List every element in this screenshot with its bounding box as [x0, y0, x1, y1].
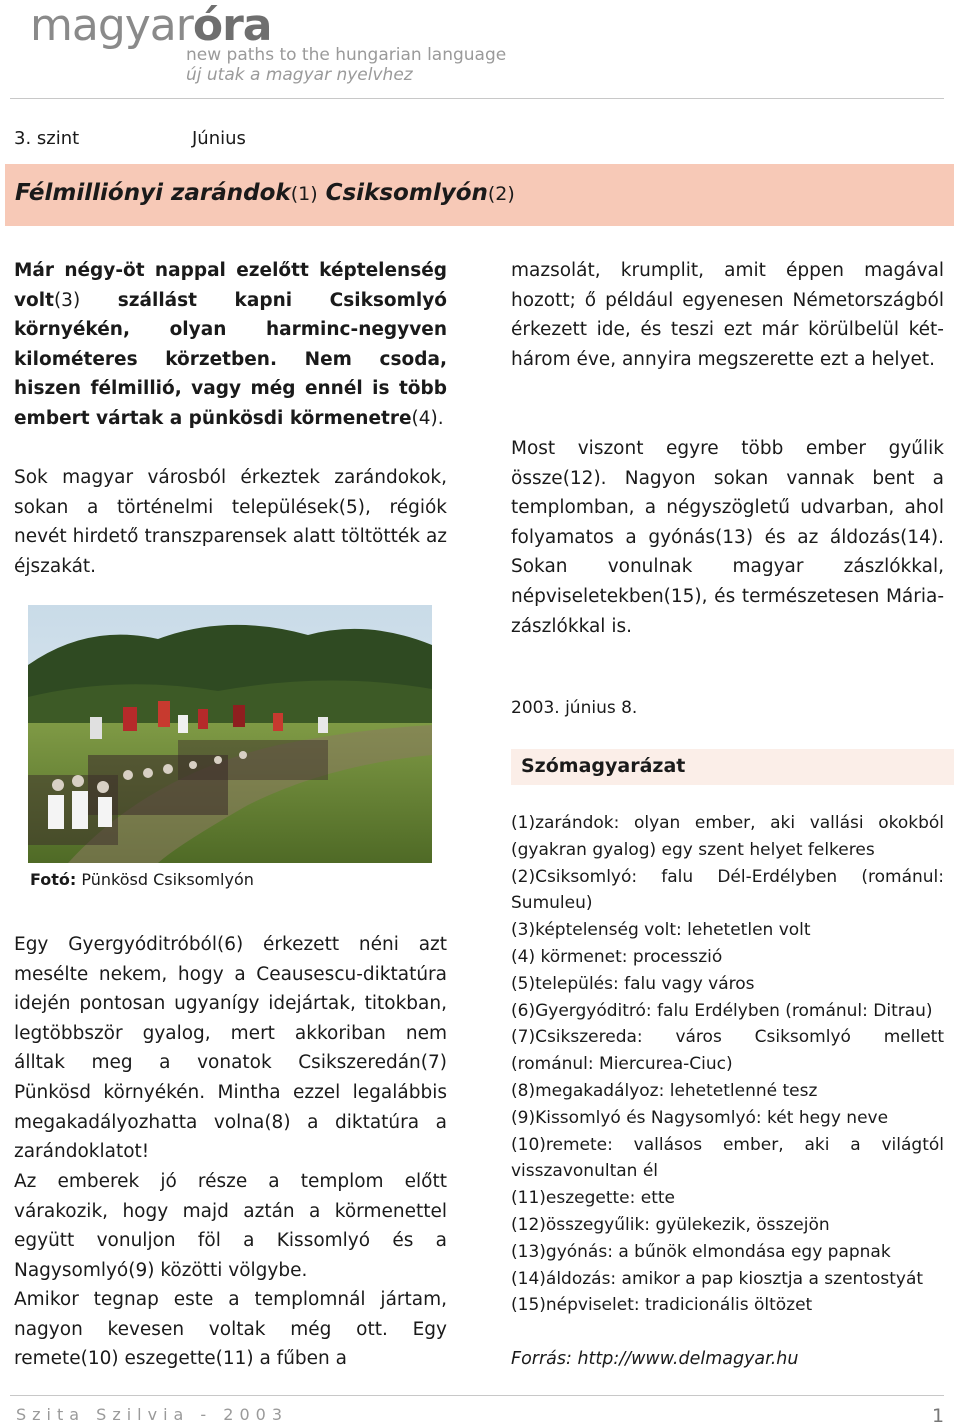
vocabulary-item: (13)gyónás: a bűnök elmondása egy papnak	[511, 1241, 891, 1262]
title-ref-1: (1)	[290, 183, 318, 205]
vocabulary-item: (1)zarándok: olyan ember, aki vallási okokból (gyakran gyalog) egy szent helyet felkeres	[511, 813, 944, 860]
vocabulary-item: (7)Csikszereda: város Csiksomlyó mellett (románul: Miercurea-Ciuc)	[511, 1027, 944, 1075]
lead-paragraph	[14, 256, 447, 434]
magyarora-logo	[30, 2, 271, 50]
vocabulary-item: (4) körmenet: processzió	[511, 946, 723, 967]
logo-tagline-en: new paths to the hungarian language	[186, 45, 507, 65]
vocabulary-item: (11)eszegette: ette	[511, 1188, 676, 1209]
logo-word-bold: óra	[192, 0, 272, 51]
vocabulary-item: (12)összegyűlik: gyülekezik, összejön	[511, 1214, 830, 1235]
caption-label: Fotó:	[30, 870, 77, 889]
vocabulary-item: (6)Gyergyóditró: falu Erdélyben (románul: Ditrau)	[511, 1000, 933, 1021]
vocabulary-item: (9)Kissomlyó és Nagysomlyó: két hegy neve	[511, 1107, 889, 1128]
title-part-1: Félmilliónyi zarándok	[15, 180, 291, 206]
vocabulary-item: (2)Csiksomlyó: falu Dél-Erdélyben (románul: Sumuleu)	[511, 866, 944, 914]
paragraph-2: Sok magyar városból érkeztek zarándokok, sokan a történelmi települések(5), régiók nevét hirdető transzparensek alatt töltötték az éjszakát.	[14, 467, 447, 577]
month-label: Június	[192, 128, 246, 149]
article-title-bar	[5, 164, 954, 226]
header-divider	[10, 98, 944, 99]
paragraph-3: Egy Gyergyóditróból(6) érkezett néni azt mesélte nekem, hogy a Ceausescu-diktatúra idején pontosan ugyanígy idejártak, titokban, legtöbbször gyalog, mert akkoriban nem álltak meg a vonatok Csikszeredán(7) Pünkösd környékén. Mintha ezzel legalábbis megakadályozhatta volna(8) a diktatúra a zarándoklatot!	[14, 934, 447, 1163]
page-number: 1	[932, 1405, 945, 1427]
logo-word-light: magyar	[30, 0, 193, 51]
vocabulary-item: (5)település: falu vagy város	[511, 973, 755, 994]
source-citation: Forrás: http://www.delmagyar.hu	[511, 1349, 799, 1369]
vocabulary-item: (15)népviselet: tradicionális öltözet	[511, 1295, 813, 1316]
logo-tagline-hu: új utak a magyar nyelvhez	[186, 65, 413, 85]
paragraph-5: Amikor tegnap este a templomnál jártam, nagyon kevesen voltak még ott. Egy remete(10) eszegette(11) a fűben a	[14, 1289, 447, 1370]
footer-author: Szita Szilvia - 2003	[16, 1405, 288, 1424]
vocabulary-heading: Szómagyarázat	[511, 749, 954, 785]
title-part-2: Csiksomlyón	[317, 180, 488, 206]
level-label: 3. szint	[14, 128, 80, 149]
lead-text-a: Már négy-öt nappal ezelőtt képtelenség volt	[14, 260, 447, 311]
lead-text-b: szállást kapni Csiksomlyó környékén, olyan harminc-negyven kilométeres körzetben. Nem csoda, hiszen félmillió, vagy még ennél is több embert vártak a pünkösdi körmenetre	[14, 289, 447, 429]
lead-text-c: .	[437, 407, 444, 429]
paragraph-6: mazsolát, krumplit, amit éppen magával hozott; ő például egyenesen Németországból érkezett ide, és teszi ezt már körülbelül két-három éve, annyira megszerette ezt a helyet.	[511, 260, 944, 370]
paragraph-7: Most viszont egyre több ember gyűlik össze(12). Nagyon sokan vannak bent a templomban, a négyszögletű udvarban, ahol folyamatos a gyónás(13) és az áldozás(14). Sokan vonulnak magyar zászlókkal, népviseletekben(15), és természetesen Mária-zászlókkal is.	[511, 438, 944, 637]
article-date: 2003. június 8.	[511, 698, 638, 718]
title-ref-2: (2)	[487, 183, 515, 205]
caption-text: Pünkösd Csiksomlyón	[76, 870, 254, 889]
pilgrimage-photo	[28, 605, 432, 863]
vocabulary-item: (10)remete: vallásos ember, aki a világtól visszavonultan él	[511, 1134, 944, 1182]
lead-ref-3: (3)	[53, 289, 81, 311]
vocabulary-item: (14)áldozás: amikor a pap kiosztja a szentostyát	[511, 1268, 924, 1289]
vocabulary-item: (8)megakadályoz: lehetetlenné tesz	[511, 1080, 818, 1101]
photo-caption	[30, 870, 254, 890]
paragraph-4: Az emberek jó része a templom előtt várakozik, hogy majd aztán a körmenettel együtt vonuljon föl a Kissomlyó és a Nagysomlyó(9) közötti völgybe.	[14, 1171, 447, 1281]
lead-ref-4: (4)	[411, 407, 438, 429]
footer-divider	[10, 1395, 944, 1396]
vocabulary-list	[511, 810, 944, 1319]
vocabulary-item: (3)képtelenség volt: lehetetlen volt	[511, 920, 811, 941]
